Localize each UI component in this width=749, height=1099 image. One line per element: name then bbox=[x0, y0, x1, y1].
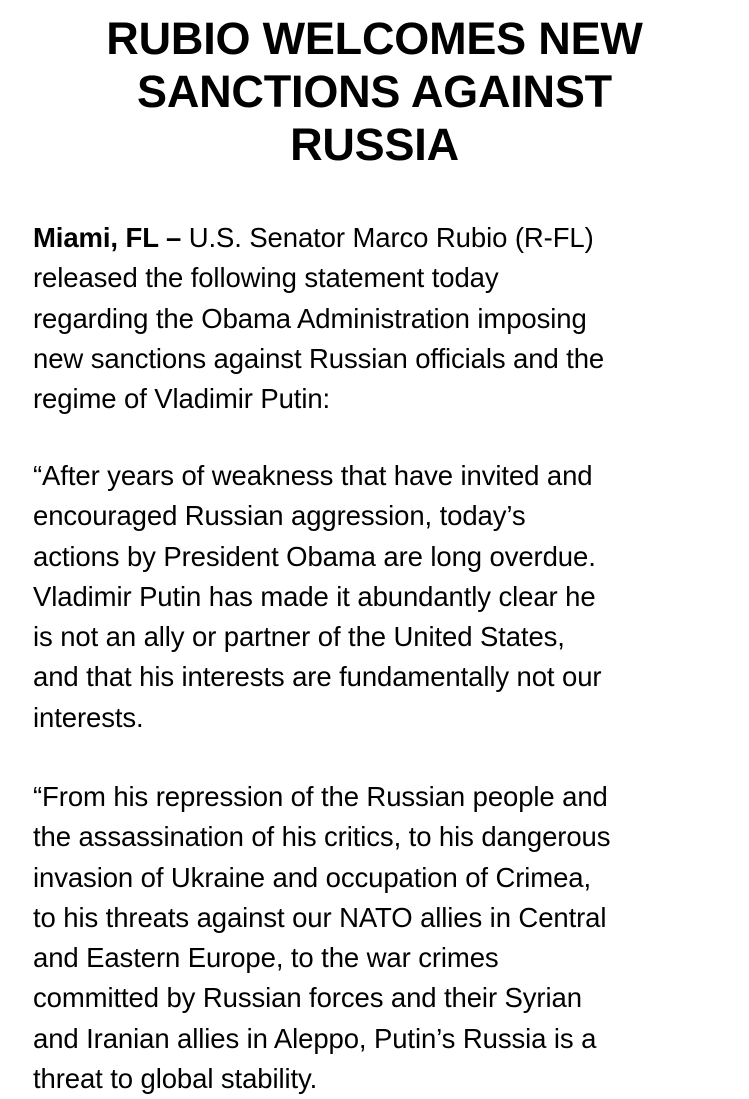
quote1-line: is not an ally or partner of the United States, bbox=[33, 621, 565, 653]
headline-line: RUSSIA bbox=[290, 119, 459, 170]
quote1-line: interests. bbox=[33, 701, 144, 733]
intro-line: regarding the Obama Administration imposing bbox=[33, 302, 587, 334]
quote2-line: and Iranian allies in Aleppo, Putin’s Russia is a bbox=[33, 1022, 597, 1054]
dateline: Miami, FL – bbox=[33, 222, 182, 253]
intro-paragraph bbox=[33, 218, 723, 419]
intro-line: U.S. Senator Marco Rubio (R-FL) bbox=[181, 222, 594, 253]
headline-line: SANCTIONS AGAINST bbox=[137, 66, 612, 117]
quote-paragraph-1 bbox=[33, 456, 723, 738]
quote2-line: invasion of Ukraine and occupation of Crimea, bbox=[33, 861, 592, 893]
quote2-line: to his threats against our NATO allies in Central bbox=[33, 901, 607, 933]
headline-line: RUBIO WELCOMES NEW bbox=[106, 13, 643, 64]
quote1-line: actions by President Obama are long overdue. bbox=[33, 540, 596, 572]
quote2-line: threat to global stability. bbox=[33, 1063, 318, 1095]
quote2-line: and Eastern Europe, to the war crimes bbox=[33, 942, 499, 974]
quote-paragraph-2 bbox=[33, 777, 723, 1099]
intro-line: regime of Vladimir Putin: bbox=[33, 383, 331, 415]
intro-first-line bbox=[33, 218, 723, 258]
headline bbox=[0, 12, 749, 171]
quote1-line: “After years of weakness that have invited and bbox=[33, 460, 593, 491]
quote2-line: the assassination of his critics, to his dangerous bbox=[33, 821, 611, 853]
intro-line: released the following statement today bbox=[33, 262, 499, 294]
intro-line: new sanctions against Russian officials and the bbox=[33, 342, 605, 374]
quote1-line: encouraged Russian aggression, today’s bbox=[33, 500, 526, 532]
quote2-line: committed by Russian forces and their Syrian bbox=[33, 982, 582, 1014]
quote1-line: and that his interests are fundamentally not our bbox=[33, 661, 602, 693]
quote1-line: Vladimir Putin has made it abundantly clear he bbox=[33, 580, 596, 612]
quote2-line: “From his repression of the Russian people and bbox=[33, 781, 608, 812]
